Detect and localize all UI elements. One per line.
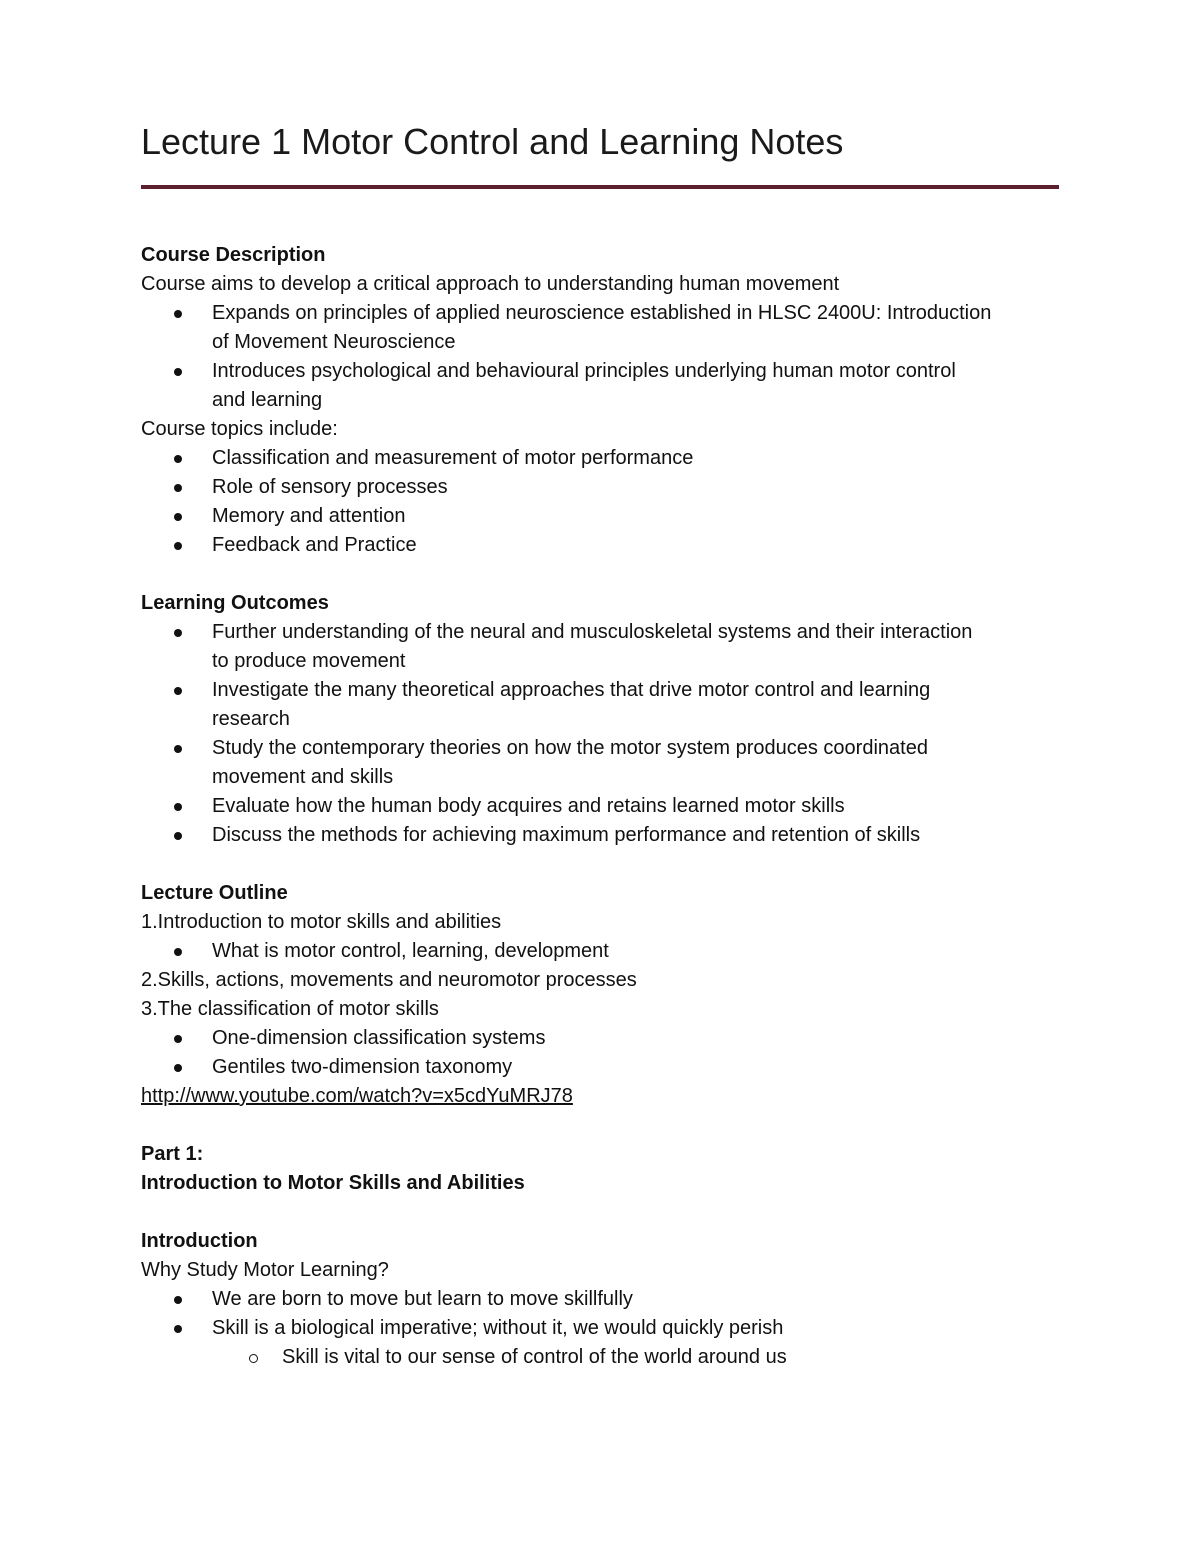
introduction-heading: Introduction (141, 1230, 258, 1252)
list-item-text: Further understanding of the neural and musculoskeletal systems and their interaction (212, 621, 973, 643)
bullet-icon (174, 629, 182, 637)
document-body (141, 241, 1061, 1372)
list-item (141, 1024, 1061, 1053)
bullet-icon (174, 513, 182, 521)
course-description-heading: Course Description (141, 244, 326, 266)
hollow-circle-bullet-icon (249, 1354, 258, 1363)
bullet-icon (174, 803, 182, 811)
list-item-text: What is motor control, learning, development (212, 940, 609, 962)
list-item-text: One-dimension classification systems (212, 1027, 546, 1049)
list-item (141, 821, 1061, 850)
bullet-icon (174, 542, 182, 550)
list-item-continuation: to produce movement (212, 650, 406, 672)
list-item (141, 937, 1061, 966)
list-item (141, 734, 1061, 763)
bullet-icon (174, 455, 182, 463)
list-item-text: Feedback and Practice (212, 534, 417, 556)
bullet-icon (174, 484, 182, 492)
outline-item: 3.The classification of motor skills (141, 998, 439, 1020)
list-item-text: Introduces psychological and behavioural principles underlying human motor control (212, 360, 956, 382)
list-item (141, 618, 1061, 647)
list-item-text: Evaluate how the human body acquires and retains learned motor skills (212, 795, 845, 817)
list-item-text: Investigate the many theoretical approaches that drive motor control and learning (212, 679, 931, 701)
title-rule (141, 185, 1059, 189)
spacer (141, 560, 1061, 589)
page-title: Lecture 1 Motor Control and Learning Notes (141, 121, 844, 162)
sub-list-item-text: Skill is vital to our sense of control of the world around us (282, 1346, 787, 1368)
list-item-continuation: of Movement Neuroscience (212, 331, 456, 353)
spacer (141, 1198, 1061, 1227)
bullet-icon (174, 1325, 182, 1333)
list-item (141, 444, 1061, 473)
list-item (141, 473, 1061, 502)
youtube-link[interactable]: http://www.youtube.com/watch?v=x5cdYuMRJ78 (141, 1085, 573, 1107)
bullet-icon (174, 948, 182, 956)
bullet-icon (174, 745, 182, 753)
list-item (141, 676, 1061, 705)
list-item (141, 502, 1061, 531)
spacer (141, 850, 1061, 879)
list-item-continuation: and learning (212, 389, 323, 411)
bullet-icon (174, 1064, 182, 1072)
list-item (141, 357, 1061, 386)
list-item-text: Role of sensory processes (212, 476, 448, 498)
course-topics-intro: Course topics include: (141, 418, 338, 440)
spacer (141, 1111, 1061, 1140)
list-item (141, 531, 1061, 560)
list-item-continuation: research (212, 708, 290, 730)
list-item-text: Discuss the methods for achieving maximum performance and retention of skills (212, 824, 921, 846)
list-item-text: Gentiles two-dimension taxonomy (212, 1056, 513, 1078)
course-description-intro: Course aims to develop a critical approach to understanding human movement (141, 273, 840, 295)
part-subheading: Introduction to Motor Skills and Abilities (141, 1172, 525, 1194)
introduction-question: Why Study Motor Learning? (141, 1259, 389, 1281)
outline-item: 1.Introduction to motor skills and abilities (141, 911, 502, 933)
bullet-icon (174, 1296, 182, 1304)
bullet-icon (174, 368, 182, 376)
part-heading: Part 1: (141, 1143, 204, 1165)
list-item-text: Study the contemporary theories on how the motor system produces coordinated (212, 737, 928, 759)
lecture-outline-heading: Lecture Outline (141, 882, 288, 904)
list-item-text: Expands on principles of applied neuroscience established in HLSC 2400U: Introduction (212, 302, 992, 324)
list-item-continuation: movement and skills (212, 766, 394, 788)
list-item-text: Memory and attention (212, 505, 406, 527)
list-item (141, 299, 1061, 328)
bullet-icon (174, 310, 182, 318)
bullet-icon (174, 832, 182, 840)
list-item (141, 1314, 1061, 1343)
list-item-text: Classification and measurement of motor performance (212, 447, 694, 469)
learning-outcomes-heading: Learning Outcomes (141, 592, 329, 614)
list-item-text: Skill is a biological imperative; without it, we would quickly perish (212, 1317, 784, 1339)
outline-item: 2.Skills, actions, movements and neuromotor processes (141, 969, 637, 991)
bullet-icon (174, 1035, 182, 1043)
list-item (141, 1285, 1061, 1314)
list-item-text: We are born to move but learn to move skillfully (212, 1288, 633, 1310)
sub-list-item (141, 1343, 1061, 1372)
list-item (141, 1053, 1061, 1082)
bullet-icon (174, 687, 182, 695)
list-item (141, 792, 1061, 821)
